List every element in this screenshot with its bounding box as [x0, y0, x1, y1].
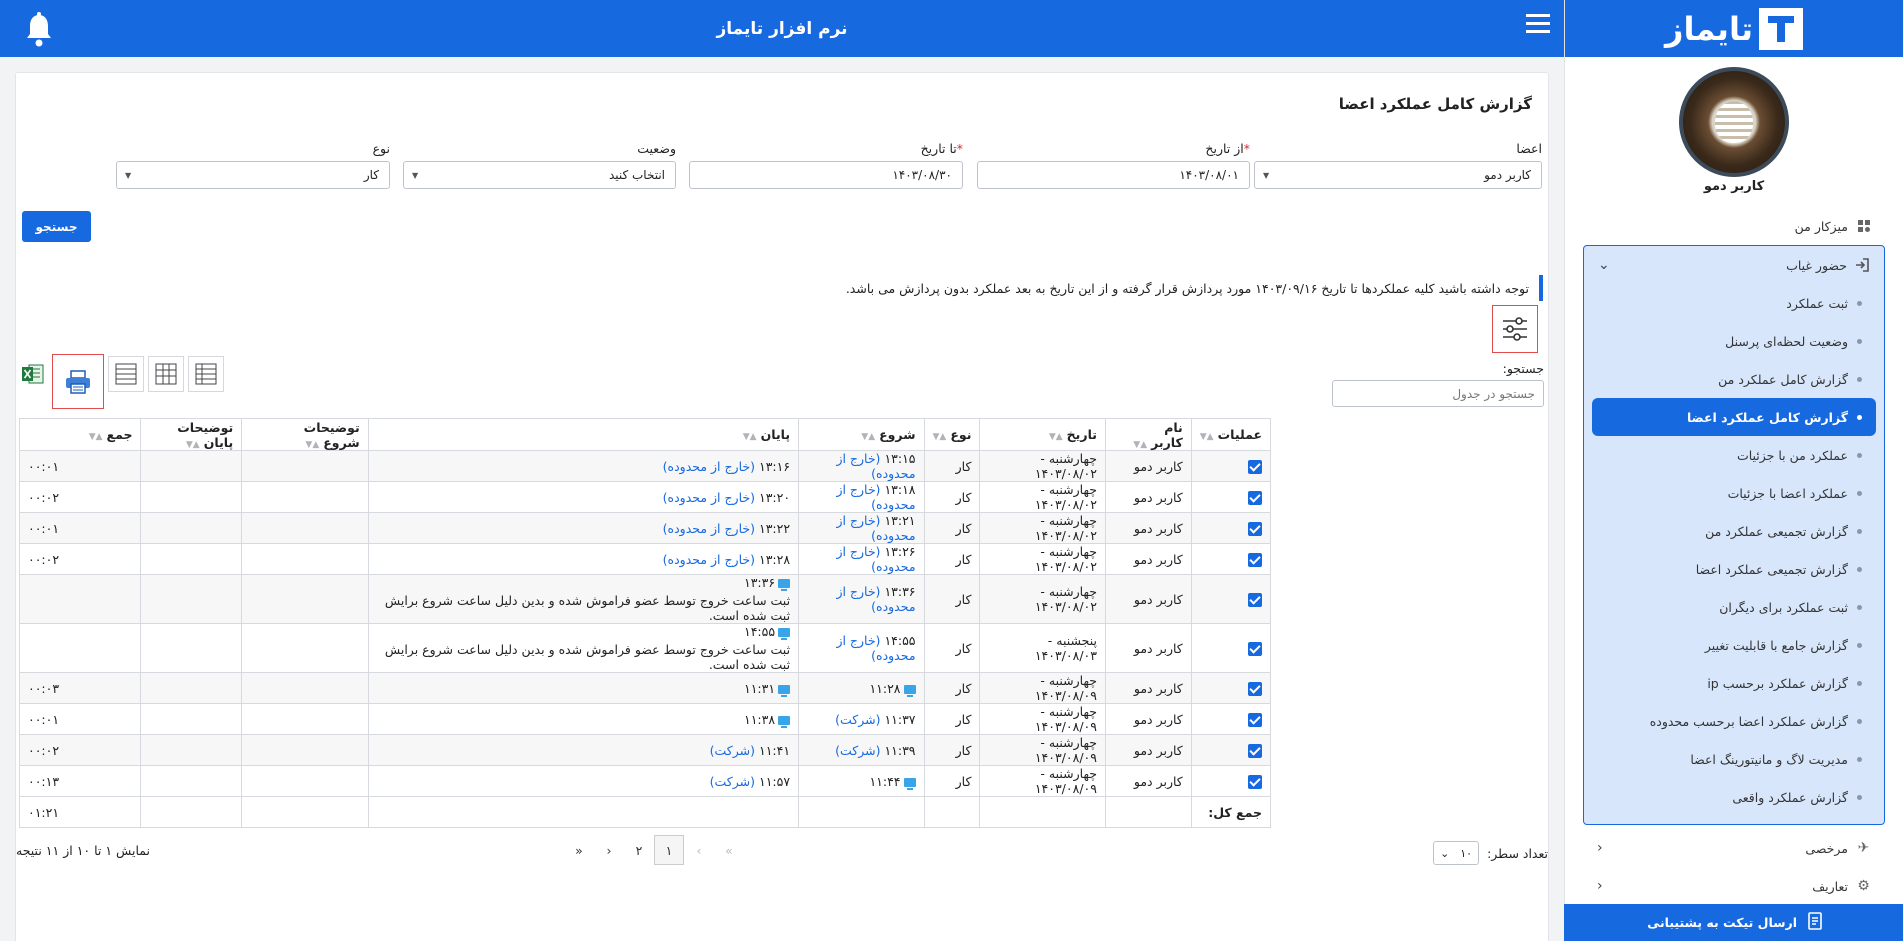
- cell-type: کار: [924, 673, 980, 704]
- row-checkbox[interactable]: [1248, 553, 1262, 567]
- cell-total: ۰۰:۰۱: [20, 704, 141, 735]
- row-checkbox[interactable]: [1248, 522, 1262, 536]
- page-button-2[interactable]: ۲: [635, 842, 643, 858]
- row-checkbox[interactable]: [1248, 593, 1262, 607]
- status-label: وضعیت: [637, 141, 676, 156]
- cell-date: چهارشنبه - ۱۴۰۳/۰۸/۰۲: [980, 575, 1106, 624]
- to-date-input[interactable]: [689, 161, 963, 189]
- row-checkbox-cell: [1191, 735, 1270, 766]
- cell-total: ۰۰:۰۳: [20, 673, 141, 704]
- cell-end: [368, 482, 798, 513]
- page-button-1[interactable]: ۱: [654, 835, 684, 865]
- col-header[interactable]: توضیحات شروع▲▼: [242, 419, 368, 451]
- sidebar-group-attendance: [1583, 245, 1885, 825]
- required-mark: *: [1243, 141, 1250, 156]
- cell-end-notes: [141, 766, 242, 797]
- cell-type: کار: [924, 735, 980, 766]
- bell-icon[interactable]: [24, 12, 54, 48]
- start-time: ۱۱:۲۸: [869, 680, 901, 696]
- end-time: ۱۳:۲۰: [758, 489, 791, 505]
- location-tag[interactable]: (شرکت): [709, 773, 755, 789]
- row-checkbox-cell: [1191, 704, 1270, 735]
- report-table: [19, 418, 1271, 828]
- cell-start-notes: [242, 766, 368, 797]
- page-last-button[interactable]: »: [575, 842, 583, 858]
- cell-start-notes: [242, 735, 368, 766]
- members-select[interactable]: [1254, 161, 1542, 189]
- cell-date: چهارشنبه - ۱۴۰۳/۰۸/۰۲: [980, 482, 1106, 513]
- cell-start-notes: [242, 482, 368, 513]
- caret-down-icon: ▼: [125, 170, 132, 180]
- cell-type: کار: [924, 766, 980, 797]
- start-time: ۱۱:۳۷: [884, 711, 916, 727]
- cell-date: چهارشنبه - ۱۴۰۳/۰۸/۰۲: [980, 544, 1106, 575]
- printer-icon: [65, 370, 91, 394]
- cell-start: [799, 704, 924, 735]
- sidebar-sub-item[interactable]: ثبت عملکرد: [1592, 284, 1876, 322]
- row-checkbox[interactable]: [1248, 744, 1262, 758]
- brand-logo[interactable]: [1665, 8, 1803, 50]
- cell-user: کاربر دمو: [1105, 766, 1191, 797]
- cell-type: کار: [924, 575, 980, 624]
- row-checkbox[interactable]: [1248, 713, 1262, 727]
- cell-start: [799, 451, 924, 482]
- cell-date: چهارشنبه - ۱۴۰۳/۰۸/۰۲: [980, 451, 1106, 482]
- sort-icon: ▲▼: [1048, 432, 1063, 442]
- cell-end: [368, 513, 798, 544]
- cell-start: [799, 735, 924, 766]
- row-checkbox-cell: [1191, 513, 1270, 544]
- row-checkbox-cell: [1191, 575, 1270, 624]
- cell-end-notes: [141, 624, 242, 673]
- to-date-label: [921, 141, 963, 156]
- cell-user: کاربر دمو: [1105, 513, 1191, 544]
- cell-type: کار: [924, 624, 980, 673]
- location-tag[interactable]: (خارج از محدوده): [662, 520, 755, 536]
- profile-name: کاربر دمو: [1703, 179, 1765, 194]
- cell-end: [368, 735, 798, 766]
- cell-type: کار: [924, 544, 980, 575]
- cell-end-notes: [141, 513, 242, 544]
- row-checkbox-cell: [1191, 624, 1270, 673]
- end-time: ۱۴:۵۵: [743, 624, 776, 639]
- chevron-down-icon: ⌄: [1440, 846, 1450, 860]
- logo-mark-icon: [1759, 8, 1803, 50]
- plane-icon: ✈: [1857, 840, 1870, 856]
- cell-start-notes: [242, 575, 368, 624]
- sort-icon: ▲▼: [185, 439, 200, 450]
- start-time: ۱۳:۲۱: [884, 513, 916, 528]
- sidebar-sub-item[interactable]: ثبت عملکرد برای دیگران: [1592, 588, 1876, 626]
- total-label: جمع کل:: [1191, 797, 1270, 828]
- chevron-left-icon: ‹: [1597, 878, 1603, 894]
- computer-icon: [904, 778, 916, 787]
- computer-icon: [778, 628, 790, 637]
- row-checkbox-cell: [1191, 482, 1270, 513]
- column-settings-button[interactable]: [1492, 305, 1538, 353]
- sidebar-sub-item[interactable]: عملکرد اعضا با جزئیات: [1592, 474, 1876, 512]
- ticket-icon: [1807, 912, 1823, 933]
- location-tag[interactable]: (خارج از محدوده): [662, 551, 755, 567]
- cell-end: [368, 575, 798, 624]
- search-button[interactable]: جستجو: [22, 211, 91, 242]
- table-row: [20, 766, 1271, 797]
- cell-total: ۰۰:۰۲: [20, 482, 141, 513]
- table-row: [20, 544, 1271, 575]
- cell-total: ۰۰:۱۳: [20, 766, 141, 797]
- required-mark: *: [956, 141, 963, 156]
- location-tag[interactable]: (خارج از محدوده): [662, 489, 755, 505]
- location-tag[interactable]: (خارج از محدوده): [836, 633, 916, 663]
- table-header-row: [20, 419, 1271, 451]
- cell-user: کاربر دمو: [1105, 482, 1191, 513]
- sidebar-sub-item[interactable]: گزارش جامع با قابلیت تغییر: [1592, 626, 1876, 664]
- table-row: [20, 704, 1271, 735]
- to-date-label-text: تا تاریخ: [920, 141, 957, 156]
- cell-start-notes: [242, 704, 368, 735]
- cell-start: [799, 544, 924, 575]
- cell-date: چهارشنبه - ۱۴۰۳/۰۸/۰۹: [980, 735, 1106, 766]
- support-ticket-label: ارسال تیکت به پشتیبانی: [1647, 915, 1797, 930]
- sort-icon: ▲▼: [1199, 432, 1214, 442]
- cell-end: [368, 624, 798, 673]
- cell-date: چهارشنبه - ۱۴۰۳/۰۸/۰۹: [980, 704, 1106, 735]
- sidebar-sub-item[interactable]: وضعیت لحظه‌ای پرسنل: [1592, 322, 1876, 360]
- profile: [1565, 57, 1903, 207]
- pagination-info: نمایش ۱ تا ۱۰ از ۱۱ نتیجه: [16, 843, 150, 858]
- row-checkbox[interactable]: [1248, 682, 1262, 696]
- type-select[interactable]: [116, 161, 390, 189]
- col-header[interactable]: تاریخ▲▼: [980, 419, 1106, 451]
- cell-total: ۰۰:۰۱: [20, 513, 141, 544]
- computer-icon: [778, 685, 790, 694]
- cell-end-notes: [141, 673, 242, 704]
- cell-total: ۰۰:۰۲: [20, 544, 141, 575]
- sliders-icon: [1501, 316, 1529, 342]
- end-time: ۱۳:۱۶: [758, 458, 791, 474]
- location-tag[interactable]: (خارج از محدوده): [662, 458, 755, 474]
- dashboard-icon: [1856, 219, 1871, 234]
- excel-export-button[interactable]: [18, 356, 48, 392]
- cell-end: [368, 766, 798, 797]
- sidebar-sub-item[interactable]: گزارش تجمیعی عملکرد من: [1592, 512, 1876, 550]
- location-tag[interactable]: (شرکت): [835, 711, 881, 727]
- chevron-down-icon: ⌄: [1598, 257, 1610, 273]
- sidebar-item-definitions[interactable]: [1583, 867, 1885, 905]
- table-row: [20, 513, 1271, 544]
- cell-start: [799, 766, 924, 797]
- table-row: [20, 482, 1271, 513]
- location-tag[interactable]: (خارج از محدوده): [836, 451, 916, 481]
- start-time: ۱۳:۳۶: [884, 584, 916, 599]
- sidebar-sub-list: [1584, 284, 1884, 816]
- location-tag[interactable]: (خارج از محدوده): [836, 584, 916, 614]
- sidebar-group-toggle[interactable]: [1584, 246, 1884, 284]
- grid-view-button[interactable]: [148, 356, 184, 392]
- sidebar-sub-item[interactable]: مدیریت لاگ و مانیتورینگ اعضا: [1592, 740, 1876, 778]
- page-first-button[interactable]: «: [725, 842, 733, 858]
- cell-end-notes: [141, 544, 242, 575]
- sidebar-item-leave[interactable]: [1583, 829, 1885, 867]
- computer-icon: [778, 579, 790, 588]
- chevron-left-icon: ‹: [1597, 840, 1603, 856]
- cell-type: کار: [924, 704, 980, 735]
- rows-per-page-label: تعداد سطر:: [1487, 845, 1548, 861]
- end-time: ۱۳:۳۶: [743, 575, 776, 590]
- computer-icon: [904, 685, 916, 694]
- row-checkbox[interactable]: [1248, 460, 1262, 474]
- cell-start-notes: [242, 513, 368, 544]
- sort-icon: ▲▼: [932, 432, 947, 442]
- rows-per-page-select[interactable]: [1433, 841, 1479, 865]
- col-header[interactable]: جمع▲▼: [20, 419, 141, 451]
- table-row: [20, 624, 1271, 673]
- cell-user: کاربر دمو: [1105, 451, 1191, 482]
- location-tag[interactable]: (شرکت): [709, 742, 755, 758]
- cell-total: [20, 624, 141, 673]
- page-next-button[interactable]: ›: [606, 842, 612, 858]
- location-tag[interactable]: (خارج از محدوده): [836, 482, 916, 512]
- cell-end-notes: [141, 575, 242, 624]
- col-header[interactable]: نوع▲▼: [924, 419, 980, 451]
- row-checkbox[interactable]: [1248, 775, 1262, 789]
- sort-icon: ▲▼: [1133, 439, 1148, 450]
- cell-end-notes: [141, 451, 242, 482]
- table-search-input[interactable]: جستجو در جدول: [1332, 380, 1544, 407]
- cell-end-notes: [141, 735, 242, 766]
- end-note: ثبت ساعت خروج توسط عضو فراموش شده و بدین دلیل ساعت شروع برایش ثبت شده است.: [384, 593, 791, 623]
- sidebar-group-label: حضور غیاب: [1786, 257, 1847, 273]
- rows-per-page: [1433, 841, 1548, 865]
- cell-start: [799, 624, 924, 673]
- grid-icon: [154, 362, 178, 386]
- end-time: ۱۱:۴۱: [758, 742, 791, 758]
- rows-per-page-value: ۱۰: [1460, 846, 1473, 860]
- cell-end-notes: [141, 704, 242, 735]
- table-row: [20, 451, 1271, 482]
- caret-down-icon: ▼: [1263, 170, 1270, 180]
- end-time: ۱۱:۳۸: [743, 711, 776, 727]
- col-header[interactable]: پایان▲▼: [368, 419, 798, 451]
- table-body: [20, 451, 1271, 797]
- cell-date: چهارشنبه - ۱۴۰۳/۰۸/۰۲: [980, 513, 1106, 544]
- col-header[interactable]: شروع▲▼: [799, 419, 924, 451]
- end-time: ۱۱:۵۷: [758, 773, 791, 789]
- cell-start: [799, 513, 924, 544]
- sidebar-sub-item[interactable]: گزارش عملکرد برحسب ip: [1592, 664, 1876, 702]
- cell-start-notes: [242, 451, 368, 482]
- sidebar-item-label: مرخصی: [1805, 840, 1848, 856]
- cell-date: چهارشنبه - ۱۴۰۳/۰۸/۰۹: [980, 673, 1106, 704]
- table-row: [20, 735, 1271, 766]
- from-date-label: [1205, 141, 1250, 156]
- sidebar-sub-item[interactable]: گزارش تجمیعی عملکرد اعضا: [1592, 550, 1876, 588]
- cell-user: کاربر دمو: [1105, 575, 1191, 624]
- type-label: نوع: [372, 141, 390, 156]
- computer-icon: [778, 716, 790, 725]
- row-checkbox-cell: [1191, 544, 1270, 575]
- cell-end: [368, 704, 798, 735]
- location-tag[interactable]: (خارج از محدوده): [836, 544, 916, 574]
- col-header[interactable]: توضیحات پایان▲▼: [141, 419, 242, 451]
- sidebar-item-dashboard[interactable]: [1583, 207, 1885, 245]
- top-bar: [0, 0, 1564, 57]
- sort-icon: ▲▼: [861, 432, 876, 442]
- start-time: ۱۱:۳۹: [884, 742, 916, 758]
- cell-date: پنجشنبه - ۱۴۰۳/۰۸/۰۳: [980, 624, 1106, 673]
- from-date-input[interactable]: [977, 161, 1250, 189]
- sidebar-header: [1565, 0, 1903, 57]
- page-prev-button[interactable]: ‹: [696, 842, 702, 858]
- sidebar-sub-item[interactable]: گزارش کامل عملکرد من: [1592, 360, 1876, 398]
- processing-notice: توجه داشته باشید کلیه عملکردها تا تاریخ ۱۴۰۳/۰۹/۱۶ مورد پردازش قرار گرفته و از این تاریخ به بعد عملکرد بدون پردازش می باشد.: [846, 275, 1543, 301]
- from-date-label-text: از تاریخ: [1205, 141, 1244, 156]
- table-search-label: جستجو:: [1502, 361, 1544, 376]
- row-checkbox-cell: [1191, 673, 1270, 704]
- table-icon: [194, 362, 218, 386]
- start-time: ۱۳:۲۶: [884, 544, 916, 559]
- cell-total: [20, 575, 141, 624]
- cell-end: [368, 451, 798, 482]
- end-note: ثبت ساعت خروج توسط عضو فراموش شده و بدین دلیل ساعت شروع برایش ثبت شده است.: [384, 642, 791, 672]
- cell-start: [799, 673, 924, 704]
- sidebar-sub-item-active[interactable]: گزارش کامل عملکرد اعضا: [1592, 398, 1876, 436]
- sidebar-sub-item[interactable]: عملکرد من با جزئیات: [1592, 436, 1876, 474]
- cell-date: چهارشنبه - ۱۴۰۳/۰۸/۰۹: [980, 766, 1106, 797]
- avatar[interactable]: [1679, 67, 1789, 177]
- status-value: انتخاب کنید: [608, 168, 665, 182]
- status-select[interactable]: [403, 161, 676, 189]
- col-header[interactable]: عملیات▲▼: [1191, 419, 1270, 451]
- sidebar: [1564, 0, 1903, 941]
- cell-type: کار: [924, 451, 980, 482]
- row-checkbox[interactable]: [1248, 491, 1262, 505]
- cell-total: ۰۰:۰۱: [20, 451, 141, 482]
- col-header[interactable]: نام کاربر▲▼: [1105, 419, 1191, 451]
- logo-text: تایماز: [1665, 9, 1753, 48]
- print-button[interactable]: [52, 354, 104, 409]
- report-card: [15, 72, 1549, 941]
- location-tag[interactable]: (شرکت): [835, 742, 881, 758]
- row-checkbox-cell: [1191, 451, 1270, 482]
- start-time: ۱۳:۱۸: [884, 482, 916, 497]
- rows-icon: [114, 362, 138, 386]
- app-title: نرم افزار تایماز: [716, 18, 848, 39]
- sidebar-sub-item[interactable]: گزارش عملکرد واقعی: [1592, 778, 1876, 816]
- table-footer: [16, 831, 1548, 861]
- cell-type: کار: [924, 513, 980, 544]
- cell-user: کاربر دمو: [1105, 735, 1191, 766]
- cell-start-notes: [242, 544, 368, 575]
- table-view-button[interactable]: [188, 356, 224, 392]
- cell-type: کار: [924, 482, 980, 513]
- sidebar-item-label: میزکار من: [1794, 218, 1848, 234]
- sidebar-sub-item[interactable]: گزارش عملکرد اعضا برحسب محدوده: [1592, 702, 1876, 740]
- sort-icon: ▲▼: [305, 439, 320, 450]
- menu-icon[interactable]: [1526, 14, 1550, 38]
- end-time: ۱۳:۲۸: [758, 551, 791, 567]
- table-total-row: [20, 797, 1271, 828]
- cell-end: [368, 673, 798, 704]
- login-icon: [1855, 258, 1870, 273]
- location-tag[interactable]: (خارج از محدوده): [836, 513, 916, 543]
- excel-icon: [21, 362, 45, 386]
- start-time: ۱۱:۴۴: [869, 773, 901, 789]
- start-time: ۱۴:۵۵: [884, 633, 916, 648]
- to-date-value: ۱۴۰۳/۰۸/۳۰: [892, 168, 952, 182]
- rows-view-button[interactable]: [108, 356, 144, 392]
- cell-user: کاربر دمو: [1105, 624, 1191, 673]
- cell-user: کاربر دمو: [1105, 673, 1191, 704]
- sidebar-item-label: تعاریف: [1812, 878, 1848, 894]
- row-checkbox-cell: [1191, 766, 1270, 797]
- cell-user: کاربر دمو: [1105, 544, 1191, 575]
- table-toolbar: [18, 356, 224, 409]
- table-row: [20, 673, 1271, 704]
- table-row: [20, 575, 1271, 624]
- cell-start-notes: [242, 673, 368, 704]
- type-value: کار: [363, 168, 379, 182]
- settings-icon: ⚙: [1857, 878, 1870, 894]
- cell-user: کاربر دمو: [1105, 704, 1191, 735]
- end-time: ۱۱:۳۱: [743, 680, 776, 696]
- page-title: گزارش کامل عملکرد اعضا: [1338, 95, 1532, 113]
- sort-icon: ▲▼: [88, 432, 103, 442]
- members-label: اعضا: [1516, 141, 1542, 156]
- cell-start: [799, 575, 924, 624]
- end-time: ۱۳:۲۲: [758, 520, 791, 536]
- cell-total: ۰۰:۰۲: [20, 735, 141, 766]
- sidebar-nav: [1565, 207, 1903, 905]
- row-checkbox[interactable]: [1248, 642, 1262, 656]
- start-time: ۱۳:۱۵: [884, 451, 916, 466]
- cell-end: [368, 544, 798, 575]
- cell-start-notes: [242, 624, 368, 673]
- cell-start: [799, 482, 924, 513]
- support-ticket-button[interactable]: [1564, 904, 1903, 941]
- cell-end-notes: [141, 482, 242, 513]
- sort-icon: ▲▼: [742, 432, 757, 442]
- total-value: ۰۱:۲۱: [20, 797, 141, 828]
- from-date-value: ۱۴۰۳/۰۸/۰۱: [1179, 168, 1239, 182]
- members-value: کاربر دمو: [1484, 168, 1531, 182]
- caret-down-icon: ▼: [412, 170, 419, 180]
- pagination: [564, 835, 744, 865]
